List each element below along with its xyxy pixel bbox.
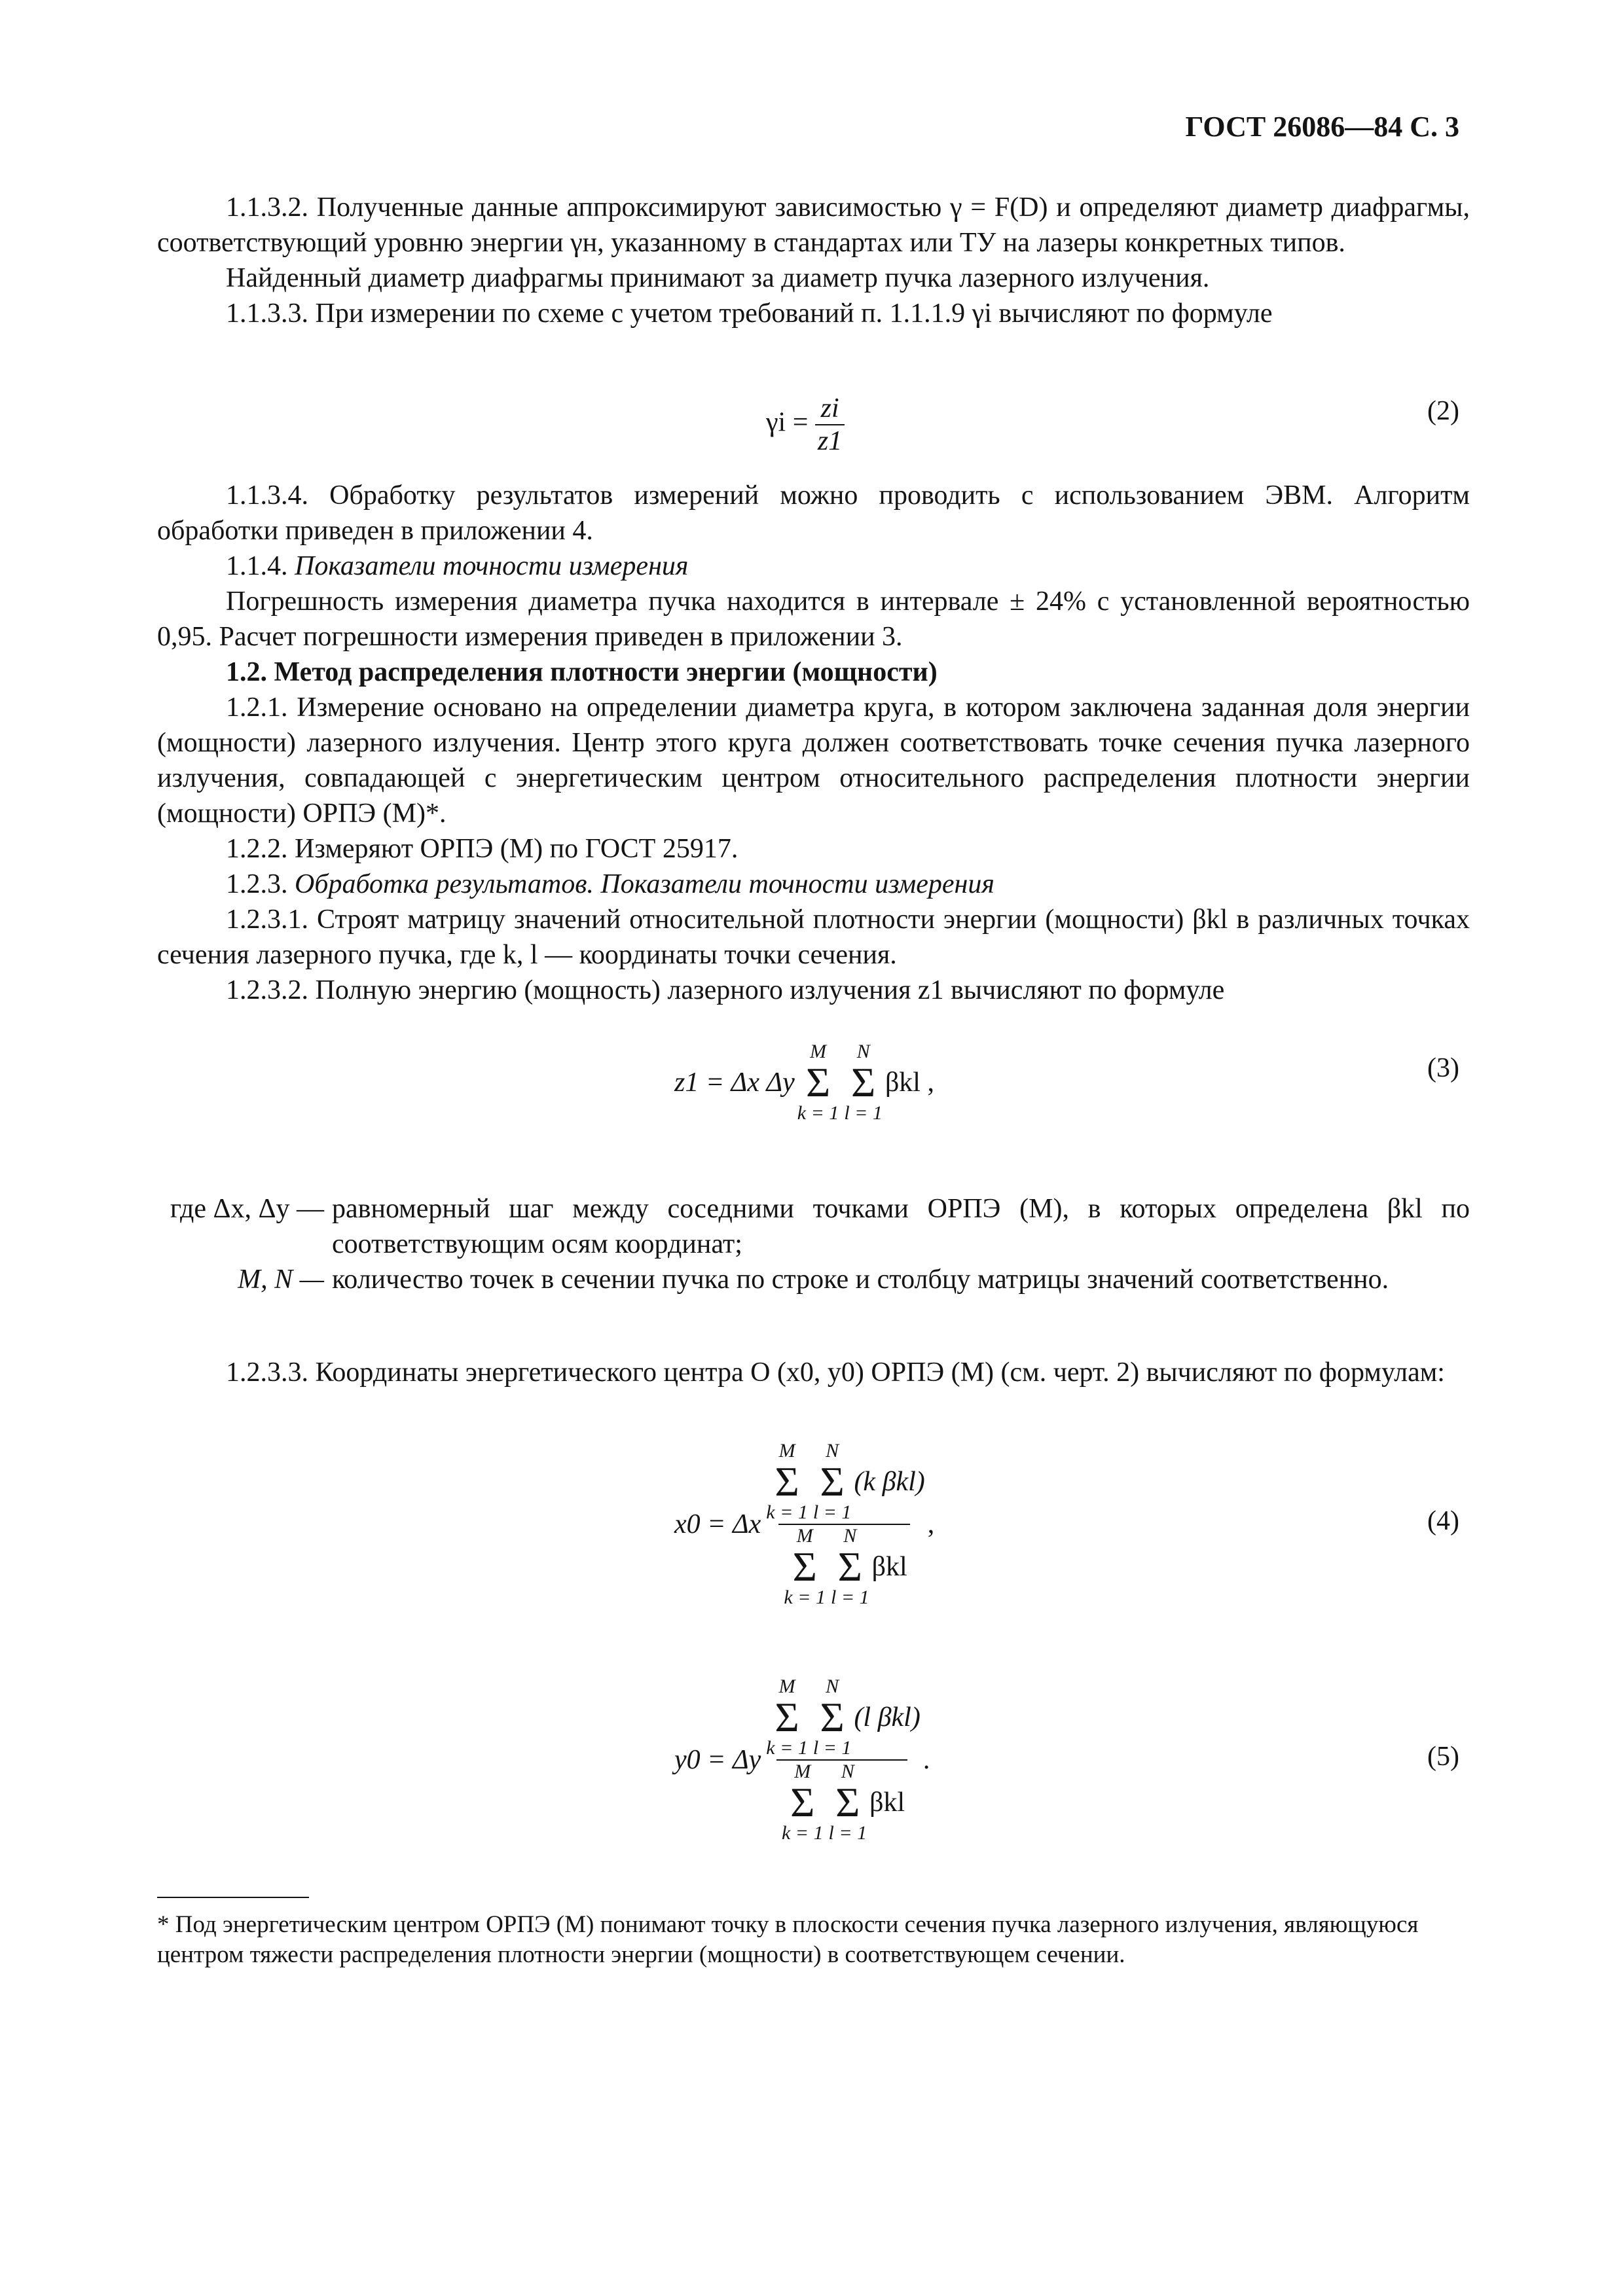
- eq5-num-sum-outer: M Σ k = 1: [766, 1676, 808, 1759]
- definition-desc: количество точек в сечении пучка по строке и столбцу матрицы значений соответственно.: [332, 1265, 1389, 1295]
- text-block-2: [157, 478, 1470, 1008]
- paragraph-1-1-3-2: 1.1.3.2. Полученные данные аппроксимируют зависимостью γ = F(D) и определяют диаметр диафрагмы, соответствующий уровню энергии γн, указанному в стандартах или ТУ на лазеры конкретных типов.: [157, 192, 1470, 258]
- paragraph-1-1-3-4: 1.1.3.4. Обработку результатов измерений можно проводить с использованием ЭВМ. Алгоритм обработки приведен в приложении 4.: [157, 480, 1470, 546]
- eq4-den-sum-inner: N Σ l = 1: [830, 1525, 869, 1608]
- eq5-fraction: [761, 1676, 923, 1844]
- eq5-lhs: y0 = Δy: [674, 1745, 761, 1775]
- paragraph-1-2-3: [157, 867, 1470, 902]
- text-block-1: [157, 190, 1470, 331]
- paragraph-diameter: Найденный диаметр диафрагмы принимают за диаметр пучка лазерного излучения.: [226, 263, 1210, 293]
- eq2-lhs: γi =: [766, 407, 809, 438]
- paragraph-1-1-3-3: 1.1.3.3. При измерении по схеме с учетом требований п. 1.1.1.9 γi вычисляют по формуле: [226, 298, 1273, 329]
- eq3-term: βkl ,: [884, 1067, 934, 1098]
- eq4-denominator: M Σ k = 1 N Σ l = 1 βkl: [778, 1524, 909, 1609]
- eq2-numerator: zi: [820, 393, 839, 423]
- paragraph-1-2-3-3: 1.2.3.3. Координаты энергетического центра O (x0, y0) ОРПЭ (М) (см. черт. 2) вычисляют по формулам:: [226, 1357, 1445, 1388]
- section-title-accuracy: Показатели точности измерения: [295, 551, 689, 581]
- section-title-processing: Обработка результатов. Показатели точности измерения: [295, 869, 994, 899]
- equation-4-number: (4): [1427, 1506, 1459, 1536]
- page-header: ГОСТ 26086—84 С. 3: [1185, 111, 1459, 143]
- eq4-num-sum-inner: N Σ l = 1: [812, 1440, 852, 1523]
- equation-2-number: (2): [1427, 396, 1459, 426]
- eq3-lhs: z1 = Δx Δy: [674, 1067, 795, 1098]
- equation-2: [766, 393, 845, 457]
- paragraph-1-2-2: 1.2.2. Измеряют ОРПЭ (М) по ГОСТ 25917.: [226, 834, 739, 864]
- eq2-fraction: [815, 393, 845, 457]
- equation-5: y0 = Δy M Σ k = 1 N Σ l = 1 (l βkl) M Σ k = 1 N Σ l = 1 βkl .: [674, 1676, 930, 1844]
- eq5-numerator: M Σ k = 1 N Σ l = 1 (l βkl): [766, 1676, 921, 1759]
- eq5-num-sum-inner: N Σ l = 1: [812, 1676, 852, 1759]
- eq5-denominator: M Σ k = 1 N Σ l = 1 βkl: [776, 1759, 907, 1844]
- eq4-num-sum-outer: M Σ k = 1: [766, 1440, 808, 1523]
- paragraph-1-2-1: 1.2.1. Измерение основано на определении диаметра круга, в котором заключена заданная доля энергии (мощности) лазерного излучения. Центр этого круга должен соответствовать точке сечения пучка лазерного излучения, совпадающей с энергетическим центром относительного распределения плотности энергии (мощности) ОРПЭ (М)*.: [157, 692, 1470, 829]
- paragraph-1-2-3-2: 1.2.3.2. Полную энергию (мощность) лазерного излучения z1 вычисляют по формуле: [226, 975, 1225, 1005]
- definition-desc: равномерный шаг между соседними точками ОРПЭ (М), в которых определена βkl по соответствующим осям координат;: [332, 1194, 1470, 1259]
- section-number-1-1-4: 1.1.4.: [226, 551, 288, 581]
- footnote: * Под энергетическим центром ОРПЭ (М) понимают точку в плоскости сечения пучка лазерного излучения, являющуюся центром тяжести распределения плотности энергии (мощности) в соответствующем сечении.: [157, 1911, 1419, 1968]
- eq4-lhs: x0 = Δx: [674, 1509, 761, 1539]
- eq3-sum-inner: N Σ l = 1: [844, 1041, 883, 1124]
- text-block-3: [157, 1355, 1470, 1390]
- paragraph-error: Погрешность измерения диаметра пучка находится в интервале ± 24% с установленной вероятностью 0,95. Расчет погрешности измерения приведен в приложении 3.: [157, 586, 1470, 652]
- eq4-numerator: M Σ k = 1 N Σ l = 1 (k βkl): [766, 1440, 925, 1523]
- definition-row: [157, 1262, 1470, 1297]
- equation-3-number: (3): [1427, 1053, 1459, 1083]
- definition-row: [157, 1191, 1470, 1262]
- paragraph-1-2-3-1: 1.2.3.1. Строят матрицу значений относительной плотности энергии (мощности) βkl в различных точках сечения лазерного пучка, где k, l — координаты точки сечения.: [157, 905, 1470, 970]
- eq4-den-sum-outer: M Σ k = 1: [784, 1525, 826, 1608]
- eq5-den-sum-inner: N Σ l = 1: [828, 1761, 867, 1844]
- equation-3: [674, 1041, 934, 1124]
- section-number-1-2-3: 1.2.3.: [226, 869, 288, 899]
- paragraph-1-1-4: [157, 548, 1470, 584]
- eq4-fraction: [761, 1440, 928, 1609]
- equation-4: x0 = Δx M Σ k = 1 N Σ l = 1 (k βkl) M Σ k = 1 N Σ l = 1 βkl ,: [674, 1440, 935, 1608]
- eq3-sum-outer: M Σ k = 1: [797, 1041, 839, 1124]
- eq2-denominator: z1: [815, 424, 845, 457]
- section-heading-1-2: 1.2. Метод распределения плотности энергии (мощности): [226, 657, 938, 687]
- footnote-rule: [157, 1897, 309, 1898]
- definitions-list: [157, 1191, 1470, 1297]
- eq5-den-sum-outer: M Σ k = 1: [781, 1761, 824, 1844]
- definition-term: M, N —: [238, 1265, 324, 1295]
- equation-5-number: (5): [1427, 1742, 1459, 1772]
- definition-term: где Δx, Δy —: [170, 1194, 324, 1224]
